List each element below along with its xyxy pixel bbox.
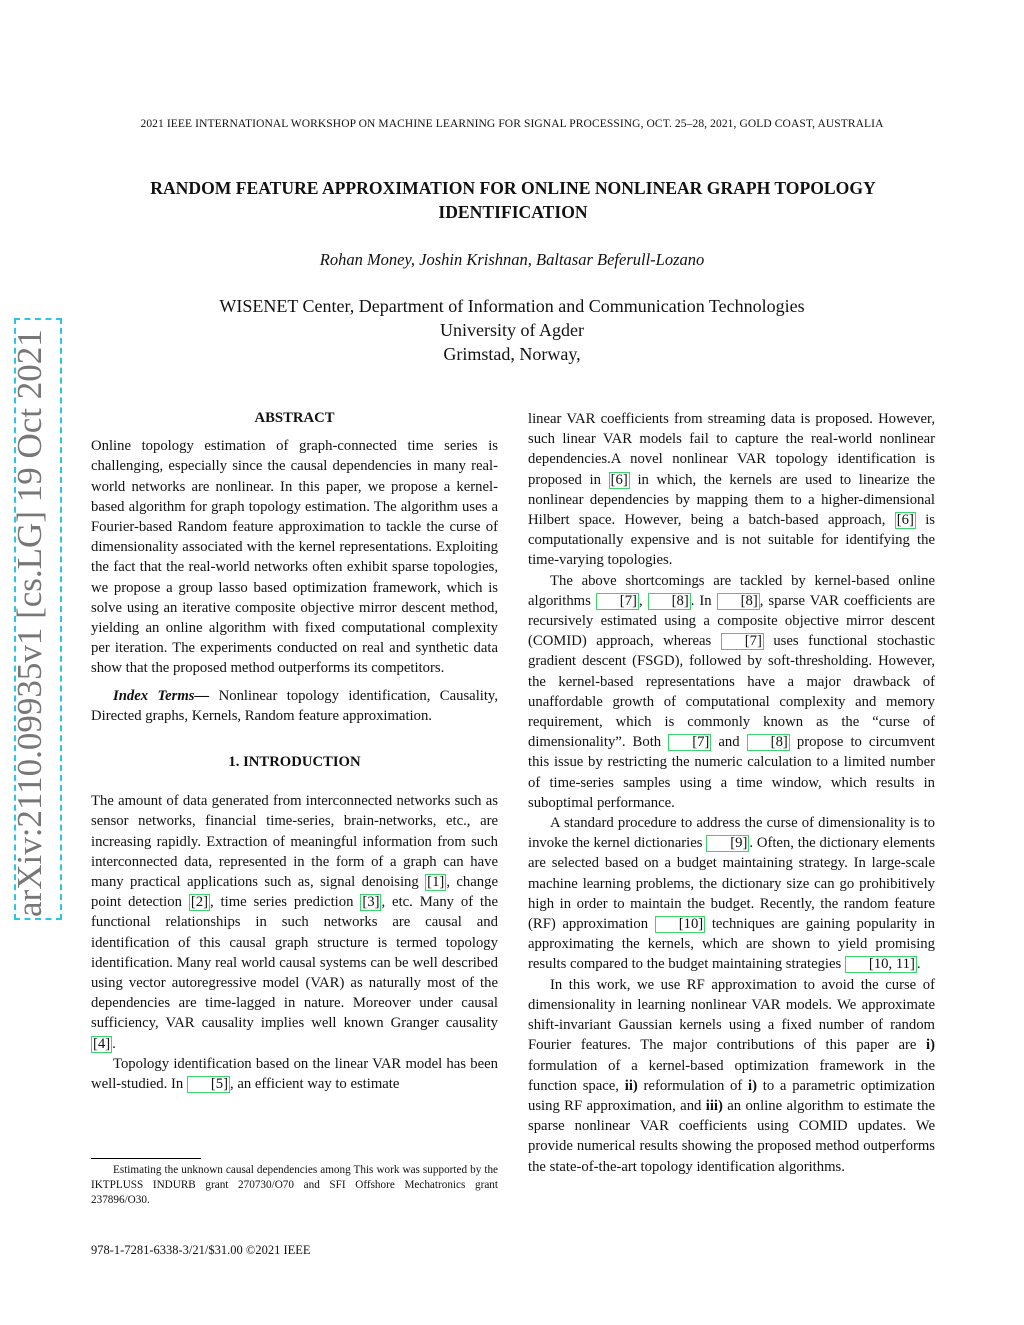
citation-link[interactable]: [8] [747, 734, 790, 751]
text-run: uses functional stochastic gradient descent (FSGD), followed by soft-thresholding. However, the kernel-based representations have a major drawback of unaffordable growth of computational complexity and memory requirement, which is commonly known as the “curse of dimensionality”. Both [528, 633, 936, 751]
citation-link[interactable]: [1] [427, 874, 445, 891]
bold-marker: i) [748, 1077, 758, 1094]
text-run: propose to circumvent this issue by restricting the numeric calculation to a limited number of time-series samples using a time window, which results in suboptimal performance. [528, 734, 935, 811]
introduction-heading: 1. INTRODUCTION [228, 754, 361, 771]
citation-link[interactable]: [6] [610, 471, 628, 488]
citation-link[interactable]: [7] [721, 633, 764, 650]
text-run: , etc. Many of the functional relationships in such networks are causal and identification of this causal graph structure is termed topology identification. Many real world causal systems can be well described using vector autoregressive model (VAR) as naturally most of the dependencies are time-lagged in nature. Moreover under causal sufficiency, VAR causality implies well known Granger causality [91, 894, 498, 1032]
intro-paragraph [91, 1054, 498, 1094]
index-terms-label: Index Terms— [113, 687, 210, 704]
text-run: an online algorithm to estimate the sparse nonlinear VAR coefficients using COMID updates. We provide numerical results showing the proposed method outperforms the state-of-the-art topology identification algorithms. [528, 1097, 935, 1175]
paper-title: RANDOM FEATURE APPROXIMATION FOR ONLINE NONLINEAR GRAPH TOPOLOGY IDENTIFICATION [150, 178, 876, 222]
text-run: , sparse VAR coefficients are recursively estimated using a composite objective mirror descent (COMID) approach, whereas [528, 592, 935, 650]
citation-link[interactable]: [10] [655, 916, 705, 933]
affiliation-line: University of Agder [440, 320, 584, 340]
citation-link[interactable]: [9] [706, 835, 749, 852]
text-run: Topology identification based on the linear VAR model has been well-studied. In [91, 1055, 498, 1093]
text-run: . In [690, 592, 717, 609]
arxiv-stamp[interactable]: arXiv:2110.09935v1 [cs.LG] 19 Oct 2021 [10, 329, 49, 917]
body-paragraph [528, 409, 935, 571]
bold-marker: i) [926, 1037, 935, 1054]
citation-link[interactable]: [4] [93, 1035, 111, 1052]
affiliation-line: WISENET Center, Department of Information and Communication Technologies [219, 296, 805, 316]
citation-link[interactable]: [2] [190, 894, 208, 911]
text-run: and [711, 734, 747, 751]
text-run: , an efficient way to estimate [230, 1076, 400, 1093]
citation-link[interactable]: [3] [362, 894, 380, 911]
affiliation [0, 294, 1024, 366]
citation-link[interactable]: [6] [896, 512, 914, 529]
paper-authors: Rohan Money, Joshin Krishnan, Baltasar Beferull-Lozano [319, 250, 705, 269]
citation-link[interactable]: [5] [187, 1076, 230, 1093]
text-run: in which, the kernels are used to linearize the nonlinear dependencies by mapping them to a higher-dimensional Hilbert space. However, being a batch-based approach, [528, 471, 935, 529]
text-run: to a parametric optimization using RF approximation, and [528, 1077, 935, 1114]
left-column [91, 408, 498, 1094]
text-run: , change point detection [91, 874, 498, 911]
citation-link[interactable]: [8] [648, 593, 691, 610]
index-terms [91, 686, 498, 726]
text-run: is computationally expensive and is not suitable for identifying the time-varying topologies. [528, 512, 935, 569]
citation-link[interactable]: [8] [717, 593, 760, 610]
text-run: . [916, 956, 921, 973]
text-run: The amount of data generated from interconnected networks such as sensor networks, financial time-series, brain-networks, etc., are increasing rapidly. Extraction of meaningful information from such interconnected data, represented in the form of a graph can have many practical applications such as, signal denoising [91, 793, 498, 891]
text-run: , time series prediction [209, 894, 361, 911]
citation-link[interactable]: [7] [668, 734, 711, 751]
text-run: . Often, the dictionary elements are selected based on a budget maintaining strategy. In large-scale machine learning problems, the dictionary size can go prohibitively high in order to maintain the budget. Recently, the random feature (RF) approximation [528, 835, 936, 933]
text-run: formulation of a kernel-based optimization framework in the function space, [528, 1057, 935, 1094]
affiliation-line: Grimstad, Norway, [443, 344, 581, 364]
citation-link[interactable]: [7] [596, 593, 639, 610]
citation-link[interactable]: [10, 11] [845, 956, 917, 973]
index-terms-text: Nonlinear topology identification, Causality, Directed graphs, Kernels, Random feature approximation. [91, 687, 498, 724]
text-run: . [112, 1035, 116, 1052]
bold-marker: ii) [624, 1077, 638, 1094]
intro-paragraph [91, 791, 498, 1054]
footnote-rule [91, 1158, 201, 1159]
footnote [91, 1163, 498, 1208]
text-run: A standard procedure to address the curse of dimensionality is to invoke the kernel dictionaries [528, 815, 935, 852]
body-paragraph [528, 975, 935, 1177]
abstract-heading: ABSTRACT [254, 410, 335, 426]
body-paragraph [528, 813, 935, 975]
text-run: reformulation of [637, 1077, 749, 1094]
text-run: The above shortcomings are tackled by kernel-based online algorithms [528, 572, 935, 609]
text-run: linear VAR coefficients from streaming data is proposed. However, such linear VAR models fail to capture the real-world nonlinear dependencies.A novel nonlinear VAR topology identification is proposed in [528, 411, 935, 488]
abstract-text: Online topology estimation of graph-connected time series is challenging, especially since the causal dependencies in many real-world networks are nonlinear. In this paper, we propose a kernel-based algorithm for graph topology estimation. The algorithm uses a Fourier-based Random feature approximation to tackle the curse of dimensionality associated with the kernel representations. Exploiting the fact that the real-world networks often exhibit sparse topologies, we propose a group lasso based optimization framework, which is solve using an iterative composite objective mirror descent method, yielding an online algorithm with fixed computational complexity per iteration. The experiments conducted on real and synthetic data show that the proposed method outperforms its competitors. [91, 438, 498, 677]
text-run: In this work, we use RF approximation to avoid the curse of dimensionality in learning nonlinear VAR models. We approximate shift-invariant Gaussian kernels using a fixed number of random Fourier features. The major contributions of this paper are [528, 976, 935, 1054]
copyright-footer: 978-1-7281-6338-3/21/$31.00 ©2021 IEEE [91, 1243, 311, 1257]
body-paragraph [528, 571, 935, 813]
footnote-text: Estimating the unknown causal dependencies among This work was supported by the IKTPLUSS INDURB grant 270730/O70 and SFI Offshore Mechatronics grant 237896/O30. [91, 1164, 498, 1206]
right-column [528, 409, 935, 1177]
conference-header: 2021 IEEE INTERNATIONAL WORKSHOP ON MACHINE LEARNING FOR SIGNAL PROCESSING, OCT. 25–28, 2021, GOLD COAST, AUSTRALIA [140, 118, 884, 130]
bold-marker: iii) [705, 1097, 723, 1114]
text-run: , [638, 592, 648, 609]
text-run: techniques are gaining popularity in approximating the kernels, which are shown to yield promising results compared to the budget maintaining strategies [528, 916, 936, 973]
